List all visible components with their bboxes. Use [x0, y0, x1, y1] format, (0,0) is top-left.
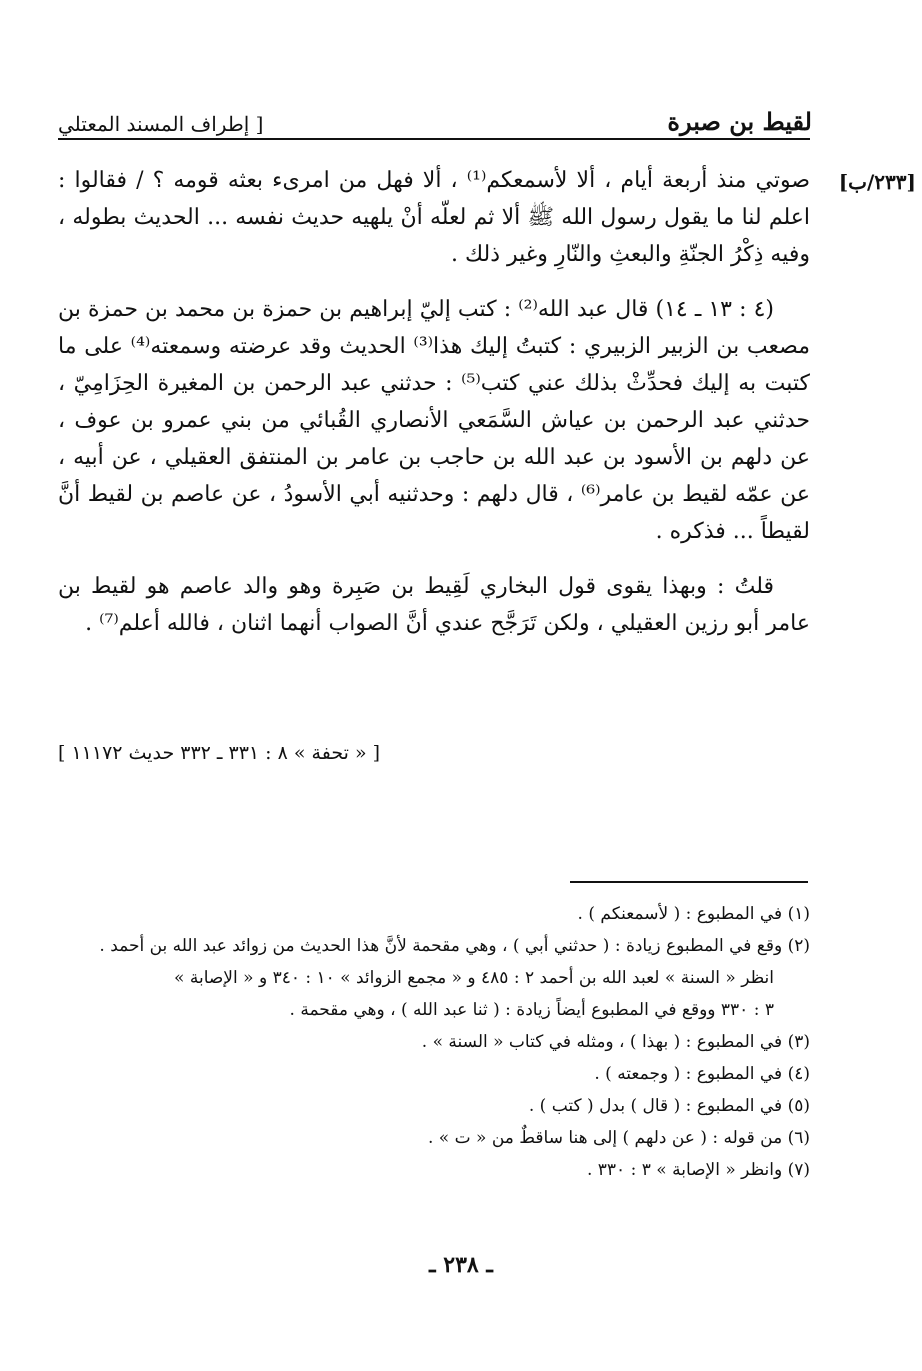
- footnotes: [58, 898, 810, 1186]
- tuhfa-reference: [ « تحفة » ٨ : ٣٣١ ـ ٣٣٢ حديث ١١١٧٢ ]: [58, 742, 381, 764]
- footnote-6: (٦) من قوله : ( عن دلهم ) إلى هنا ساقطٌ من « ت » .: [428, 1128, 810, 1148]
- footnote-2-continuation: انظر « السنة » لعبد الله بن أحمد ٢ : ٤٨٥ و « مجمع الزوائد » ١٠ : ٣٤٠ و « الإصابة »: [174, 968, 774, 988]
- main-text: [58, 162, 810, 660]
- footnote-divider: [570, 881, 808, 883]
- footnote-4: (٤) في المطبوع : ( وجمعته ) .: [594, 1064, 810, 1084]
- running-header: [58, 96, 812, 136]
- paragraph-1: صوتي منذ أربعة أيام ، ألا لأسمعكم⁽¹⁾ ، ألا فهل من امرىء بعثه قومه ؟ / فقالوا : اعلم لنا ما يقول رسول الله ﷺ ألا ثم لعلّه أنْ يلهيه حديث نفسه ... الحديث بطوله ، وفيه ذِكْرُ الجنّةِ والبعثِ والنّارِ وغير ذلك .: [58, 168, 811, 267]
- page-number: ـ ٢٣٨ ـ: [429, 1252, 493, 1278]
- footnote-2: (٢) وقع في المطبوع زيادة : ( حدثني أبي ) ، وهي مقحمة لأنَّ هذا الحديث من زوائد عبد الله بن أحمد .: [99, 936, 810, 956]
- footnote-5: (٥) في المطبوع : ( قال ) بدل ( كتب ) .: [528, 1096, 810, 1116]
- header-chapter-title: لقيط بن صبرة: [667, 107, 812, 136]
- manuscript-folio-reference: [٢٣٣/ب]: [838, 170, 916, 194]
- paragraph-3: قلتُ : وبهذا يقوى قول البخاري لَقِيط بن صَبِرة وهو والد عاصم هو لقيط بن عامر أبو رزين العقيلي ، ولكن تَرَجَّح عندي أنَّ الصواب أنهما اثنان ، فالله أعلم⁽⁷⁾ .: [58, 574, 810, 636]
- header-divider: [58, 138, 810, 140]
- footnote-7: (٧) وانظر « الإصابة » ٣ : ٣٣٠ .: [586, 1160, 810, 1180]
- header-book-title: [ إطراف المسند المعتلي: [58, 112, 264, 136]
- footnote-3: (٣) في المطبوع : ( بهذا ) ، ومثله في كتاب « السنة » .: [421, 1032, 810, 1052]
- paragraph-2: (٤ : ١٣ ـ ١٤) قال عبد الله⁽²⁾ : كتب إليّ إبراهيم بن حمزة بن محمد بن حمزة بن مصعب بن الزبير الزبيري : كتبتُ إليك هذا⁽³⁾ الحديث وقد عرضته وسمعته⁽⁴⁾ على ما كتبت به إليك فحدِّثْ بذلك عني كتب⁽⁵⁾ : حدثني عبد الرحمن بن المغيرة الحِزَامِيّ ، حدثني عبد الرحمن بن عياش السَّمَعي الأنصاري القُبائي من بني عمرو بن عوف ، عن دلهم بن الأسود بن عبد الله بن حاجب بن عامر بن المنتفق العقيلي ، عن أبيه ، عن عمّه لقيط بن عامر⁽⁶⁾ ، قال دلهم : وحدثنيه أبي الأسودُ ، عن عاصم بن لقيط أنَّ لقيطاً ... فذكره .: [58, 297, 811, 544]
- footnote-2-continuation: ٣ : ٣٣٠ ووقع في المطبوع أيضاً زيادة : ( ثنا عبد الله ) ، وهي مقحمة .: [289, 1000, 774, 1020]
- footnote-1: (١) في المطبوع : ( لأسمعنكم ) .: [577, 904, 810, 924]
